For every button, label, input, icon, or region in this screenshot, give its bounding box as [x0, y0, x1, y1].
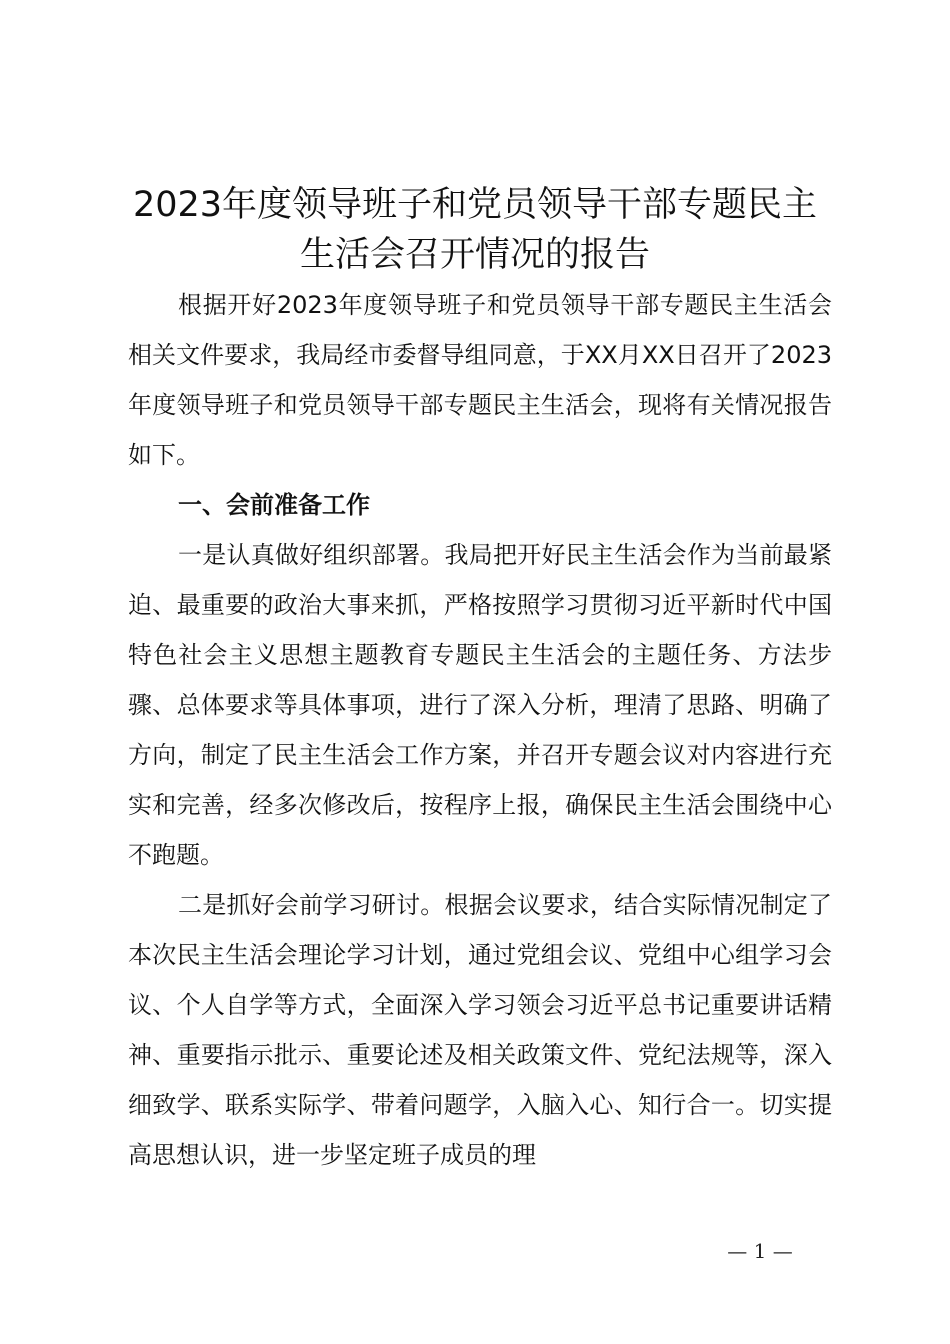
page-number: — 1 — [727, 1239, 793, 1263]
paragraph-study: 二是抓好会前学习研讨。根据会议要求，结合实际情况制定了本次民主生活会理论学习计划，通过党组会议、党组中心组学习会议、个人自学等方式，全面深入学习领会习近平总书记重要讲话精神、重要指示批示、重要论述及相关政策文件、党纪法规等，深入细致学、联系实际学、带着问题学，入脑入心、知行合一。切实提高思想认识，进一步坚定班子成员的理 [128, 891, 832, 1169]
document-title-line-2: 生活会召开情况的报告 [299, 235, 650, 275]
section-heading-1: 一、会前准备工作 [178, 491, 370, 519]
document-body [128, 280, 832, 1180]
intro-paragraph: 根据开好2023年度领导班子和党员领导干部专题民主生活会相关文件要求，我局经市委督导组同意，于XX月XX日召开了2023年度领导班子和党员领导干部专题民主生活会，现将有关情况报告如下。 [128, 291, 832, 469]
document-title-line-1: 2023年度领导班子和党员领导干部专题民主 [132, 185, 818, 225]
paragraph-organization: 一是认真做好组织部署。我局把开好民主生活会作为当前最紧迫、最重要的政治大事来抓，严格按照学习贯彻习近平新时代中国特色社会主义思想主题教育专题民主生活会的主题任务、方法步骤、总体要求等具体事项，进行了深入分析，理清了思路、明确了方向，制定了民主生活会工作方案，并召开专题会议对内容进行充实和完善，经多次修改后，按程序上报，确保民主生活会围绕中心不跑题。 [128, 541, 832, 869]
